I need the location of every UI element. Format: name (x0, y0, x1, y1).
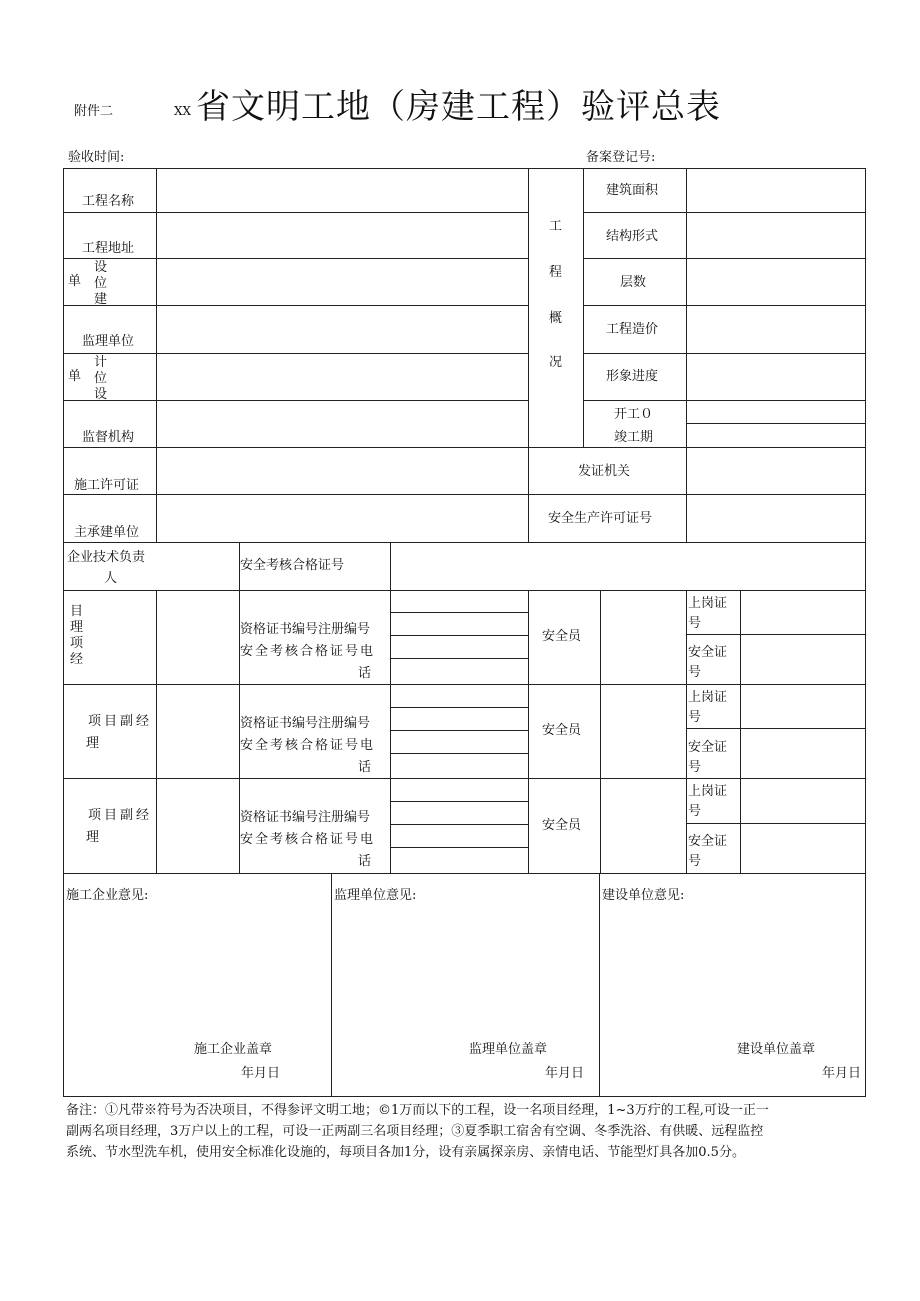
project-cost-label: 工程造价 (606, 322, 659, 337)
finish-date-label: 竣工期 (614, 430, 654, 445)
progress-label: 形象进度 (606, 369, 659, 384)
footnote-line: 副两名项目经理，3万户以上的工程，可设一正两副三名项目经理；③夏季职工宿舍有空调、冬季洗浴、有供暖、远程监控 (66, 1124, 764, 1139)
owner-seal-label: 建设单位盖章 (737, 1042, 816, 1057)
project-address-label: 工程地址 (82, 241, 135, 256)
safety-officer-label-1: 安全员 (542, 629, 582, 644)
main-contractor-label: 主承建单位 (74, 525, 140, 540)
supervision-opinion-label: 监理单位意见: (334, 888, 417, 903)
title-prefix: XX (174, 104, 192, 118)
safety-officer-label-2: 安全员 (542, 723, 582, 738)
owner-date-label: 年月日 (822, 1066, 862, 1081)
supervision-seal-label: 监理单位盖章 (469, 1042, 548, 1057)
footnote-line: 系统、节水型洗车机，使用安全标准化设施的，每项目各加1分，设有亲属探亲房、亲情电话、节能型灯具各加0.5分。 (66, 1145, 745, 1160)
safety-officer-label-3: 安全员 (542, 818, 582, 833)
construction-date-label: 年月日 (241, 1066, 281, 1081)
supervising-agency-label: 监督机构 (82, 430, 135, 445)
construction-opinion-label: 施工企业意见: (66, 888, 149, 903)
floors-label: 层数 (620, 275, 647, 290)
footnote (66, 1100, 872, 1163)
page-title: 省文明工地（房建工程）验评总表 (196, 87, 721, 127)
safety-license-label: 安全生产许可证号 (548, 511, 653, 526)
construction-seal-label: 施工企业盖章 (194, 1042, 273, 1057)
attachment-label: 附件二 (74, 104, 114, 119)
building-area-label: 建筑面积 (606, 183, 659, 198)
issuing-authority-label: 发证机关 (578, 464, 631, 479)
supervision-date-label: 年月日 (545, 1066, 585, 1081)
record-no-label: 备案登记号: (586, 150, 656, 165)
footnote-line: 备注：①凡带※符号为否决项目，不得参评文明工地；©1万而以下的工程，设一名项目经理，1~3万疔的工程,可设一正一 (66, 1103, 769, 1118)
safety-cert-no-label: 安全考核合格证号 (240, 558, 345, 573)
start-date-label: 开工０ (614, 407, 654, 422)
structure-type-label: 结构形式 (606, 229, 659, 244)
owner-opinion-label: 建设单位意见: (602, 888, 685, 903)
inspect-time-label: 验收时间: (68, 150, 125, 165)
supervision-unit-label: 监理单位 (82, 334, 135, 349)
construction-permit-label: 施工许可证 (74, 478, 140, 493)
project-name-label: 工程名称 (82, 194, 135, 209)
